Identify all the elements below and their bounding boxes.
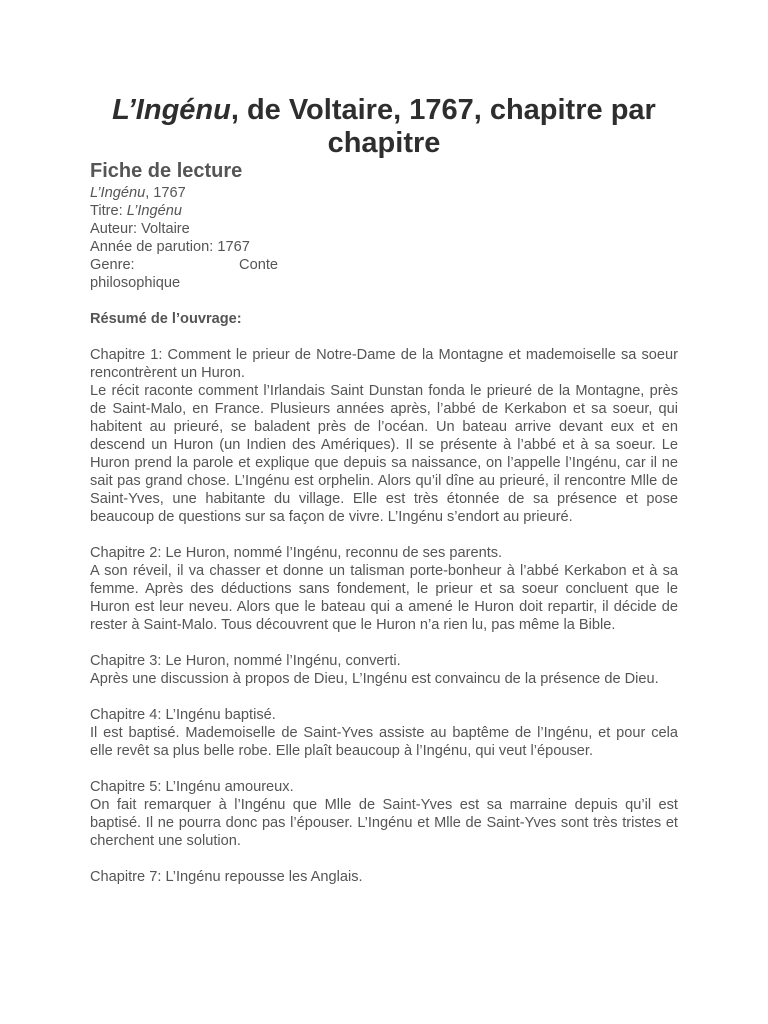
chapter-7 <box>90 868 678 886</box>
chapter-4 <box>90 706 678 760</box>
chapter-text: A son réveil, il va chasser et donne un talisman porte-bonheur à l’abbé Kerkabon et à sa femme. Après des déductions sans fondement, le prieur et sa soeur concluent que le Huron est leur neveu. Alors que le bateau qui a amené le Huron doit repartir, il décide de rester à Saint-Malo. Tous découvrent que le Huron n’a rien lu, pas même la Bible. <box>90 563 678 633</box>
fiche-heading: Fiche de lecture <box>90 160 243 182</box>
chapter-title: Chapitre 3: Le Huron, nommé l’Ingénu, converti. <box>90 653 401 669</box>
chapter-title: Chapitre 7: L’Ingénu repousse les Anglais. <box>90 869 363 885</box>
title-italic: L’Ingénu <box>112 94 231 126</box>
fiche-line-annee: Année de parution: 1767 <box>90 239 250 255</box>
page-title <box>90 94 678 160</box>
genre-label: Genre: <box>90 257 135 273</box>
fiche-line-genre <box>90 256 278 274</box>
chapter-title: Chapitre 5: L’Ingénu amoureux. <box>90 779 294 795</box>
chapter-text: Le récit raconte comment l’Irlandais Saint Dunstan fonda le prieuré de la Montagne, près de Saint-Malo, en France. Plusieurs années après, l’abbé de Kerkabon et sa soeur, qui habitent au prieuré, se baladent près de l’océan. Un bateau arrive devant eux et en descend un Huron (un Indien des Amériques). Il se présente à l’abbé et à sa soeur. Le Huron prend la parole et explique que depuis sa naissance, on l’appelle l’Ingénu, car il ne sait pas grand chose. L’Ingénu est orphelin. Alors qu’il dîne au prieuré, il rencontre Mlle de Saint-Yves, une habitante du village. Elle est très étonnée de sa présence et pose beaucoup de questions sur sa façon de vivre. L’Ingénu s’endort au prieuré. <box>90 383 678 525</box>
genre-value-1: Conte <box>239 257 278 273</box>
fiche-line-auteur: Auteur: Voltaire <box>90 221 190 237</box>
genre-value-2: philosophique <box>90 275 181 291</box>
chapter-text: Après une discussion à propos de Dieu, L’Ingénu est convaincu de la présence de Dieu. <box>90 671 659 687</box>
fiche-line-titre <box>90 202 678 220</box>
chapter-5 <box>90 778 678 850</box>
chapter-text: Il est baptisé. Mademoiselle de Saint-Yves assiste au baptême de l’Ingénu, et pour cela elle revêt sa plus belle robe. Elle plaît beaucoup à l’Ingénu, qui veut l’épouser. <box>90 725 678 759</box>
chapter-text: On fait remarquer à l’Ingénu que Mlle de Saint-Yves est sa marraine depuis qu’il est baptisé. Il ne pourra donc pas l’épouser. L’Ingénu et Mlle de Saint-Yves sont très tristes et cherchent une solution. <box>90 797 678 849</box>
chapter-2 <box>90 544 678 634</box>
fiche-line-work <box>90 184 678 202</box>
work-year: , 1767 <box>145 185 186 201</box>
chapter-title: Chapitre 1: Comment le prieur de Notre-Dame de la Montagne et mademoiselle sa soeur rencontrèrent un Huron. <box>90 347 678 381</box>
document-content <box>90 158 678 904</box>
work-title-italic: L’Ingénu <box>90 185 146 201</box>
chapter-1 <box>90 346 678 526</box>
chapter-title: Chapitre 4: L’Ingénu baptisé. <box>90 707 276 723</box>
titre-value: L’Ingénu <box>126 203 182 219</box>
chapter-title: Chapitre 2: Le Huron, nommé l’Ingénu, reconnu de ses parents. <box>90 545 503 561</box>
titre-label: Titre: <box>90 203 127 219</box>
title-rest: , de Voltaire, 1767, chapitre par chapitre <box>230 94 656 159</box>
resume-heading: Résumé de l’ouvrage: <box>90 311 242 327</box>
chapter-3 <box>90 652 678 688</box>
